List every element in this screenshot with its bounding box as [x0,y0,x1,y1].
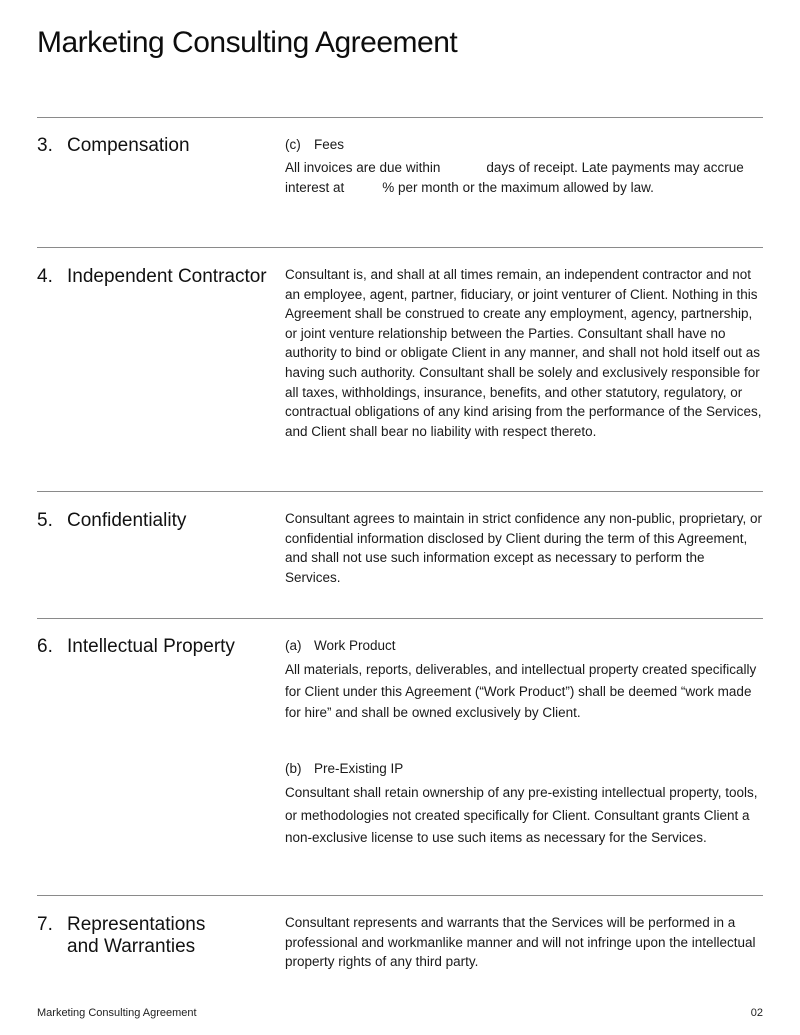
section-number: 6. [37,636,53,657]
section-intellectual-property [37,618,763,896]
subsection-title: Work Product [314,638,396,653]
section-representations-warranties [37,895,763,996]
pre-existing-ip-text: Consultant shall retain ownership of any pre-existing intellectual property, tools, or methodologies not created specifically for Client. Consultant grants Client a non-exclusive license to use such items as necessary for the Services. [285,785,758,846]
section-body [285,135,763,197]
section-heading [37,510,267,532]
section-body [285,636,763,850]
subsection-title: Fees [314,137,345,152]
document-title: Marketing Consulting Agreement [37,26,458,59]
section-title-continued: and Warranties [67,936,196,957]
fees-text-part: All invoices are due within [285,160,441,175]
section-independent-contractor [37,247,763,492]
section-confidentiality [37,491,763,619]
section-heading [37,914,267,958]
section-number: 7. [37,914,53,935]
section-body: Consultant represents and warrants that the Services will be performed in a professional and workmanlike manner and will not infringe upon the intellectual property rights of any third party. [285,915,756,970]
fees-text-part: % per month or the maximum allowed by law. [382,179,654,195]
section-body: Consultant agrees to maintain in strict confidence any non-public, proprietary, or confidential information disclosed by Client during the term of this Agreement, and shall not use such information except as necessary to perform the Services. [285,511,763,585]
work-product-text: All materials, reports, deliverables, and intellectual property created specifically for Client under this Agreement (“Work Product”) shall be deemed “work made for hire” and shall be owned exclusively by Client. [285,662,757,721]
section-number-spacer [37,936,67,958]
section-number: 5. [37,510,53,531]
section-heading [37,135,267,157]
section-body: Consultant is, and shall at all times remain, an independent contractor and not an employee, agent, partner, fiduciary, or joint venturer of Client. Nothing in this Agreement shall be construed to create any employment, agency, partnership, or joint venture relationship between the Parties. Consultant shall have no authority to bind or obligate Client in any manner, and shall not hold itself out as having such authority. Consultant shall be solely and exclusively responsible for all taxes, withholdings, insurance, benefits, and other statutory, regulatory, or contractual obligations of any kind arising from the performance of the Services, and Client shall bear no liability with respect thereto. [285,267,762,439]
section-heading [37,266,297,288]
section-compensation [37,117,763,248]
section-title: Representations [67,914,206,935]
section-title: Compensation [67,135,190,156]
fees-text [285,158,763,197]
section-title: Confidentiality [67,510,187,531]
subsection-letter: (b) [285,761,302,777]
footer-document-title: Marketing Consulting Agreement [37,1007,197,1019]
section-title: Intellectual Property [67,636,235,657]
section-number: 4. [37,266,53,287]
section-heading [37,636,267,658]
subsection-heading [285,759,763,778]
section-heading-line [37,936,267,958]
page-footer [37,1007,763,1019]
subsection-letter: (c) [285,137,301,152]
subsection-heading [285,636,763,655]
fees-text-part: days of receipt. Late payments may accrue interest at [285,160,744,195]
page-number: 02 [750,1007,763,1019]
section-title: Independent Contractor [67,266,267,287]
subsection-title: Pre-Existing IP [314,761,404,777]
subsection-heading [285,135,763,154]
section-heading-line [37,914,267,936]
subsection-letter: (a) [285,638,302,653]
section-number: 3. [37,135,53,156]
